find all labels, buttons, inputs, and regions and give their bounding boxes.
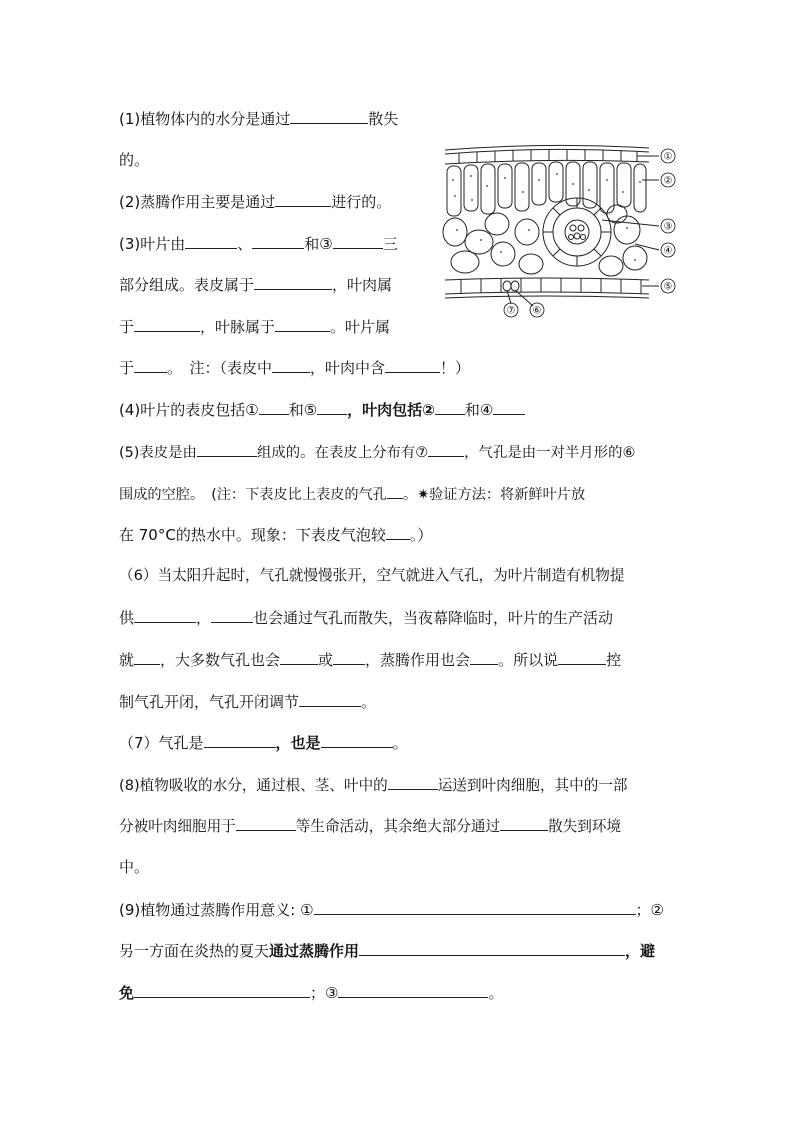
q3-text-b: 、 — [237, 235, 253, 253]
diagram-label-5: ⑤ — [663, 281, 673, 293]
q9-text-b: ；② — [635, 901, 664, 919]
q2-text: (2)蒸腾作用主要是通过 — [119, 193, 276, 211]
q1-text2: 散失 — [368, 110, 399, 128]
q7-text-c: 。 — [392, 734, 408, 752]
q6-text-l: 。 — [361, 693, 377, 711]
q6-blank5[interactable] — [333, 649, 365, 665]
q4-text-a: (4)叶片的表皮包括① — [119, 401, 259, 419]
q9-text-d: 通过蒸腾作用 — [269, 942, 360, 960]
q8-text-f: 中。 — [119, 858, 150, 876]
q1-text: (1)植物体内的水分是通过 — [119, 110, 291, 128]
q6-text-e: 就 — [119, 651, 135, 669]
q3-blank7[interactable] — [134, 357, 167, 373]
q6-blank3[interactable] — [134, 649, 160, 665]
q6-blank8[interactable] — [299, 691, 361, 707]
q3-blank6[interactable] — [275, 316, 330, 332]
q6-text-j: 控 — [606, 651, 622, 669]
q9-text-c: 另一方面在炎热的夏天 — [119, 942, 270, 960]
q5-text-c: ，气孔是由一对半月形的⑥ — [464, 445, 636, 461]
q3-line2 — [119, 274, 392, 295]
q9-blank1[interactable] — [314, 899, 636, 915]
q8-text-e: 散失到环境 — [548, 818, 622, 835]
q6-text-c: ， — [196, 609, 212, 627]
q7-line — [119, 732, 408, 753]
q3-blank3[interactable] — [333, 233, 383, 249]
q6-text-i: 。所以说 — [498, 651, 559, 669]
q3-blank2[interactable] — [252, 233, 304, 249]
q5-blank1[interactable] — [197, 441, 257, 457]
diagram-label-6: ⑥ — [532, 305, 542, 317]
q9-line1 — [119, 899, 664, 920]
q3-blank1[interactable] — [185, 233, 237, 249]
q5-text-f: 在 70°C的热水中。现象：下表皮气泡较 — [119, 526, 386, 544]
q5-blank3[interactable] — [387, 483, 403, 499]
q3-blank4[interactable] — [254, 274, 332, 290]
q1-text3: 的。 — [119, 151, 150, 169]
q9-line2 — [119, 940, 655, 961]
q4-text-c: ，叶肉包括② — [347, 401, 435, 419]
q1-line2 — [119, 150, 149, 170]
q5-blank2[interactable] — [428, 441, 464, 457]
q7-text-a: （7）气孔是 — [119, 734, 204, 752]
q9-blank4[interactable] — [338, 982, 488, 998]
q7-blank1[interactable] — [204, 732, 276, 748]
q3-text-j: 于 — [119, 359, 135, 377]
q9-blank2[interactable] — [359, 940, 625, 956]
q6-blank4[interactable] — [280, 649, 318, 665]
q3-line4 — [119, 357, 470, 378]
q3-blank5[interactable] — [134, 316, 200, 332]
q6-text-k: 制气孔开闭，气孔开闭调节 — [119, 693, 300, 711]
q6-text-b: 供 — [119, 609, 135, 627]
q9-blank3[interactable] — [134, 982, 310, 998]
diagram-label-4: ④ — [663, 245, 673, 257]
q6-blank7[interactable] — [558, 649, 606, 665]
q8-text-b: 运送到叶肉细胞，其中的一部 — [437, 777, 628, 794]
q8-line2 — [119, 815, 621, 837]
q5-text-b: 组成的。在表皮上分布有⑦ — [256, 445, 429, 461]
q9-line3 — [119, 982, 503, 1003]
q6-line1 — [119, 566, 624, 586]
q6-text-a: （6）当太阳升起时，气孔就慢慢张开，空气就进入气孔，为叶片制造有机物提 — [119, 567, 625, 584]
q4-blank2[interactable] — [317, 399, 347, 415]
q8-text-a: (8)植物吸收的水分，通过根、茎、叶中的 — [119, 777, 388, 794]
q8-blank1[interactable] — [388, 774, 438, 790]
q6-text-f: ，大多数气孔也会 — [160, 651, 281, 669]
q5-blank4[interactable] — [386, 524, 410, 540]
q8-text-d: 等生命活动，其余绝大部分通过 — [295, 818, 501, 835]
q5-line2 — [119, 483, 585, 505]
q9-text-e: ，避 — [625, 942, 656, 960]
q6-line4 — [119, 691, 376, 712]
diagram-label-7: ⑦ — [506, 305, 516, 317]
q6-blank2[interactable] — [211, 607, 253, 623]
q2-text2: 进行的。 — [331, 193, 392, 211]
q3-text-c: 和③ — [304, 235, 333, 253]
q3-text-f: ，叶肉属 — [332, 276, 393, 294]
diagram-label-1: ① — [663, 151, 673, 163]
q9-text-f: 免 — [119, 984, 135, 1002]
q3-text-l: ，叶肉中含 — [310, 359, 386, 377]
q4-text-b: 和⑤ — [288, 401, 318, 419]
q6-blank1[interactable] — [134, 607, 196, 623]
diagram-label-3: ③ — [663, 221, 673, 233]
q4-blank1[interactable] — [259, 399, 289, 415]
q4-blank3[interactable] — [435, 399, 465, 415]
q5-text-a: (5)表皮是由 — [119, 445, 197, 461]
diagram-label-2: ② — [663, 175, 673, 187]
q1-line1 — [119, 108, 398, 129]
q6-text-h: ，蒸腾作用也会 — [365, 651, 471, 669]
q6-text-d: 也会通过气孔而散失，当夜幕降临时，叶片的生产活动 — [253, 609, 614, 627]
q4-line — [119, 399, 525, 420]
q5-line3 — [119, 524, 432, 545]
q3-text-a: (3)叶片由 — [119, 235, 186, 253]
q3-line1 — [119, 233, 398, 254]
q7-blank2[interactable] — [321, 732, 393, 748]
q6-blank6[interactable] — [470, 649, 498, 665]
q5-text-e: 。✷验证方法：将新鲜叶片放 — [403, 487, 586, 503]
q8-text-c: 分被叶肉细胞用于 — [119, 818, 236, 835]
q2-blank[interactable] — [275, 191, 331, 207]
q9-text-a: (9)植物通过蒸腾作用意义: ① — [119, 901, 314, 919]
q4-text-d: 和④ — [464, 401, 494, 419]
q3-text-d: 三 — [382, 235, 398, 253]
q8-blank2[interactable] — [236, 815, 296, 831]
q2-line — [119, 191, 391, 212]
q9-text-g: ；③ — [310, 984, 339, 1002]
q3-text-e: 部分组成。表皮属于 — [119, 276, 255, 294]
q5-text-d: 围成的空腔。 (注：下表皮比上表皮的气孔 — [119, 487, 387, 503]
q3-text-i: 。叶片属 — [330, 318, 391, 336]
q3-blank9[interactable] — [385, 357, 440, 373]
leaf-cross-section-diagram — [437, 140, 687, 320]
q9-text-h: 。 — [488, 984, 504, 1002]
q3-text-k: 。 注：（表皮中 — [167, 359, 273, 377]
q6-text-g: 或 — [318, 651, 334, 669]
q1-blank[interactable] — [290, 108, 368, 124]
q3-line3 — [119, 316, 390, 337]
q5-line1 — [119, 441, 635, 463]
q8-line3 — [119, 857, 149, 877]
q8-line1 — [119, 774, 628, 796]
q3-text-h: ，叶脉属于 — [200, 318, 276, 336]
q6-line2 — [119, 607, 613, 628]
q3-text-g: 于 — [119, 318, 135, 336]
q4-blank4[interactable] — [493, 399, 525, 415]
q5-text-g: 。） — [409, 526, 433, 544]
q3-text-m: ！） — [440, 359, 471, 377]
q6-line3 — [119, 649, 621, 670]
q7-text-b: ，也是 — [275, 734, 321, 752]
q3-blank8[interactable] — [272, 357, 310, 373]
q8-blank3[interactable] — [500, 815, 548, 831]
